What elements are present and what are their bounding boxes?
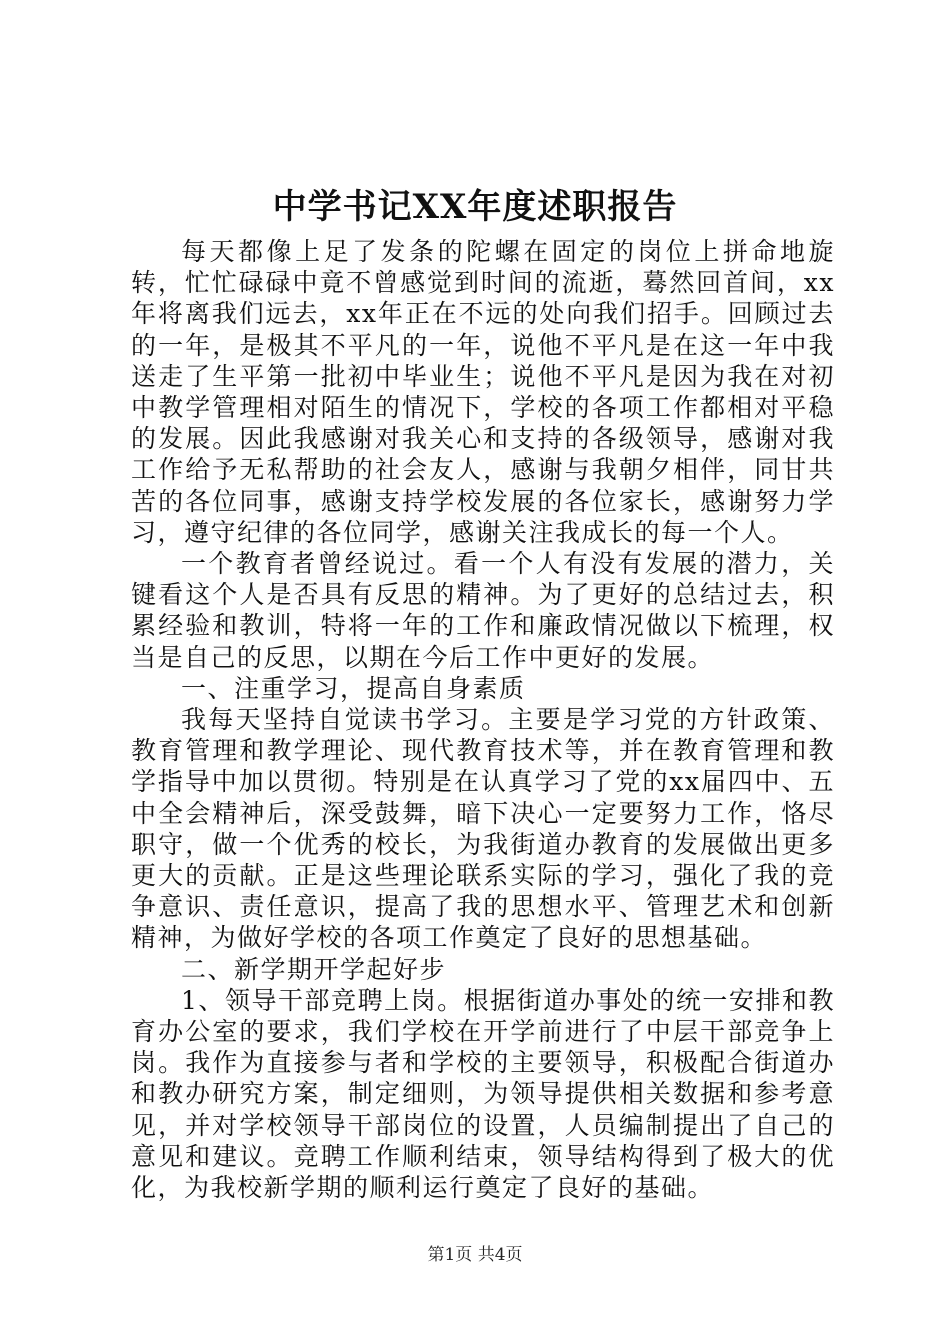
document-body bbox=[131, 236, 835, 1203]
paragraph-study: 我每天坚持自觉读书学习。主要是学习党的方针政策、教育管理和教学理论、现代教育技术等，并在教育管理和教学指导中加以贯彻。特别是在认真学习了党的xx届四中、五中全会精神后，深受鼓舞，暗下决心一定要努力工作，恪尽职守，做一个优秀的校长，为我街道办教育的发展做出更多更大的贡献。正是这些理论联系实际的学习，强化了我的竞争意识、责任意识，提高了我的思想水平、管理艺术和创新精神，为做好学校的各项工作奠定了良好的思想基础。 bbox=[131, 705, 835, 953]
paragraph-cadre-competition: 1、领导干部竞聘上岗。根据街道办事处的统一安排和教育办公室的要求，我们学校在开学前进行了中层干部竞争上岗。我作为直接参与者和学校的主要领导，积极配合街道办和教办研究方案，制定细则，为领导提供相关数据和参考意见，并对学校领导干部岗位的设置，人员编制提出了自己的意见和建议。竞聘工作顺利结束，领导结构得到了极大的优化，为我校新学期的顺利运行奠定了良好的基础。 bbox=[131, 985, 835, 1203]
paragraph-reflection: 一个教育者曾经说过。看一个人有没有发展的潜力，关键看这个人是否具有反思的精神。为了更好的总结过去，积累经验和教训，特将一年的工作和廉政情况做以下梳理，权当是自己的反思，以期在今后工作中更好的发展。 bbox=[131, 549, 835, 672]
section-heading-new-term: 二、新学期开学起好步 bbox=[181, 954, 447, 984]
paragraph-intro: 每天都像上足了发条的陀螺在固定的岗位上拼命地旋转，忙忙碌碌中竟不曾感觉到时间的流逝，蓦然回首间，xx年将离我们远去，xx年正在不远的处向我们招手。回顾过去的一年，是极其不平凡的一年，说他不平凡是在这一年中我送走了生平第一批初中毕业生；说他不平凡是因为我在对初中教学管理相对陌生的情况下，学校的各项工作都相对平稳的发展。因此我感谢对我关心和支持的各级领导，感谢对我工作给予无私帮助的社会友人，感谢与我朝夕相伴，同甘共苦的各位同事，感谢支持学校发展的各位家长，感谢努力学习，遵守纪律的各位同学，感谢关注我成长的每一个人。 bbox=[131, 237, 835, 547]
document-title: 中学书记XX年度述职报告 bbox=[272, 187, 678, 227]
section-heading-study: 一、注重学习，提高自身素质 bbox=[181, 673, 526, 703]
page-number-footer: 第1页 共4页 bbox=[427, 1245, 523, 1265]
